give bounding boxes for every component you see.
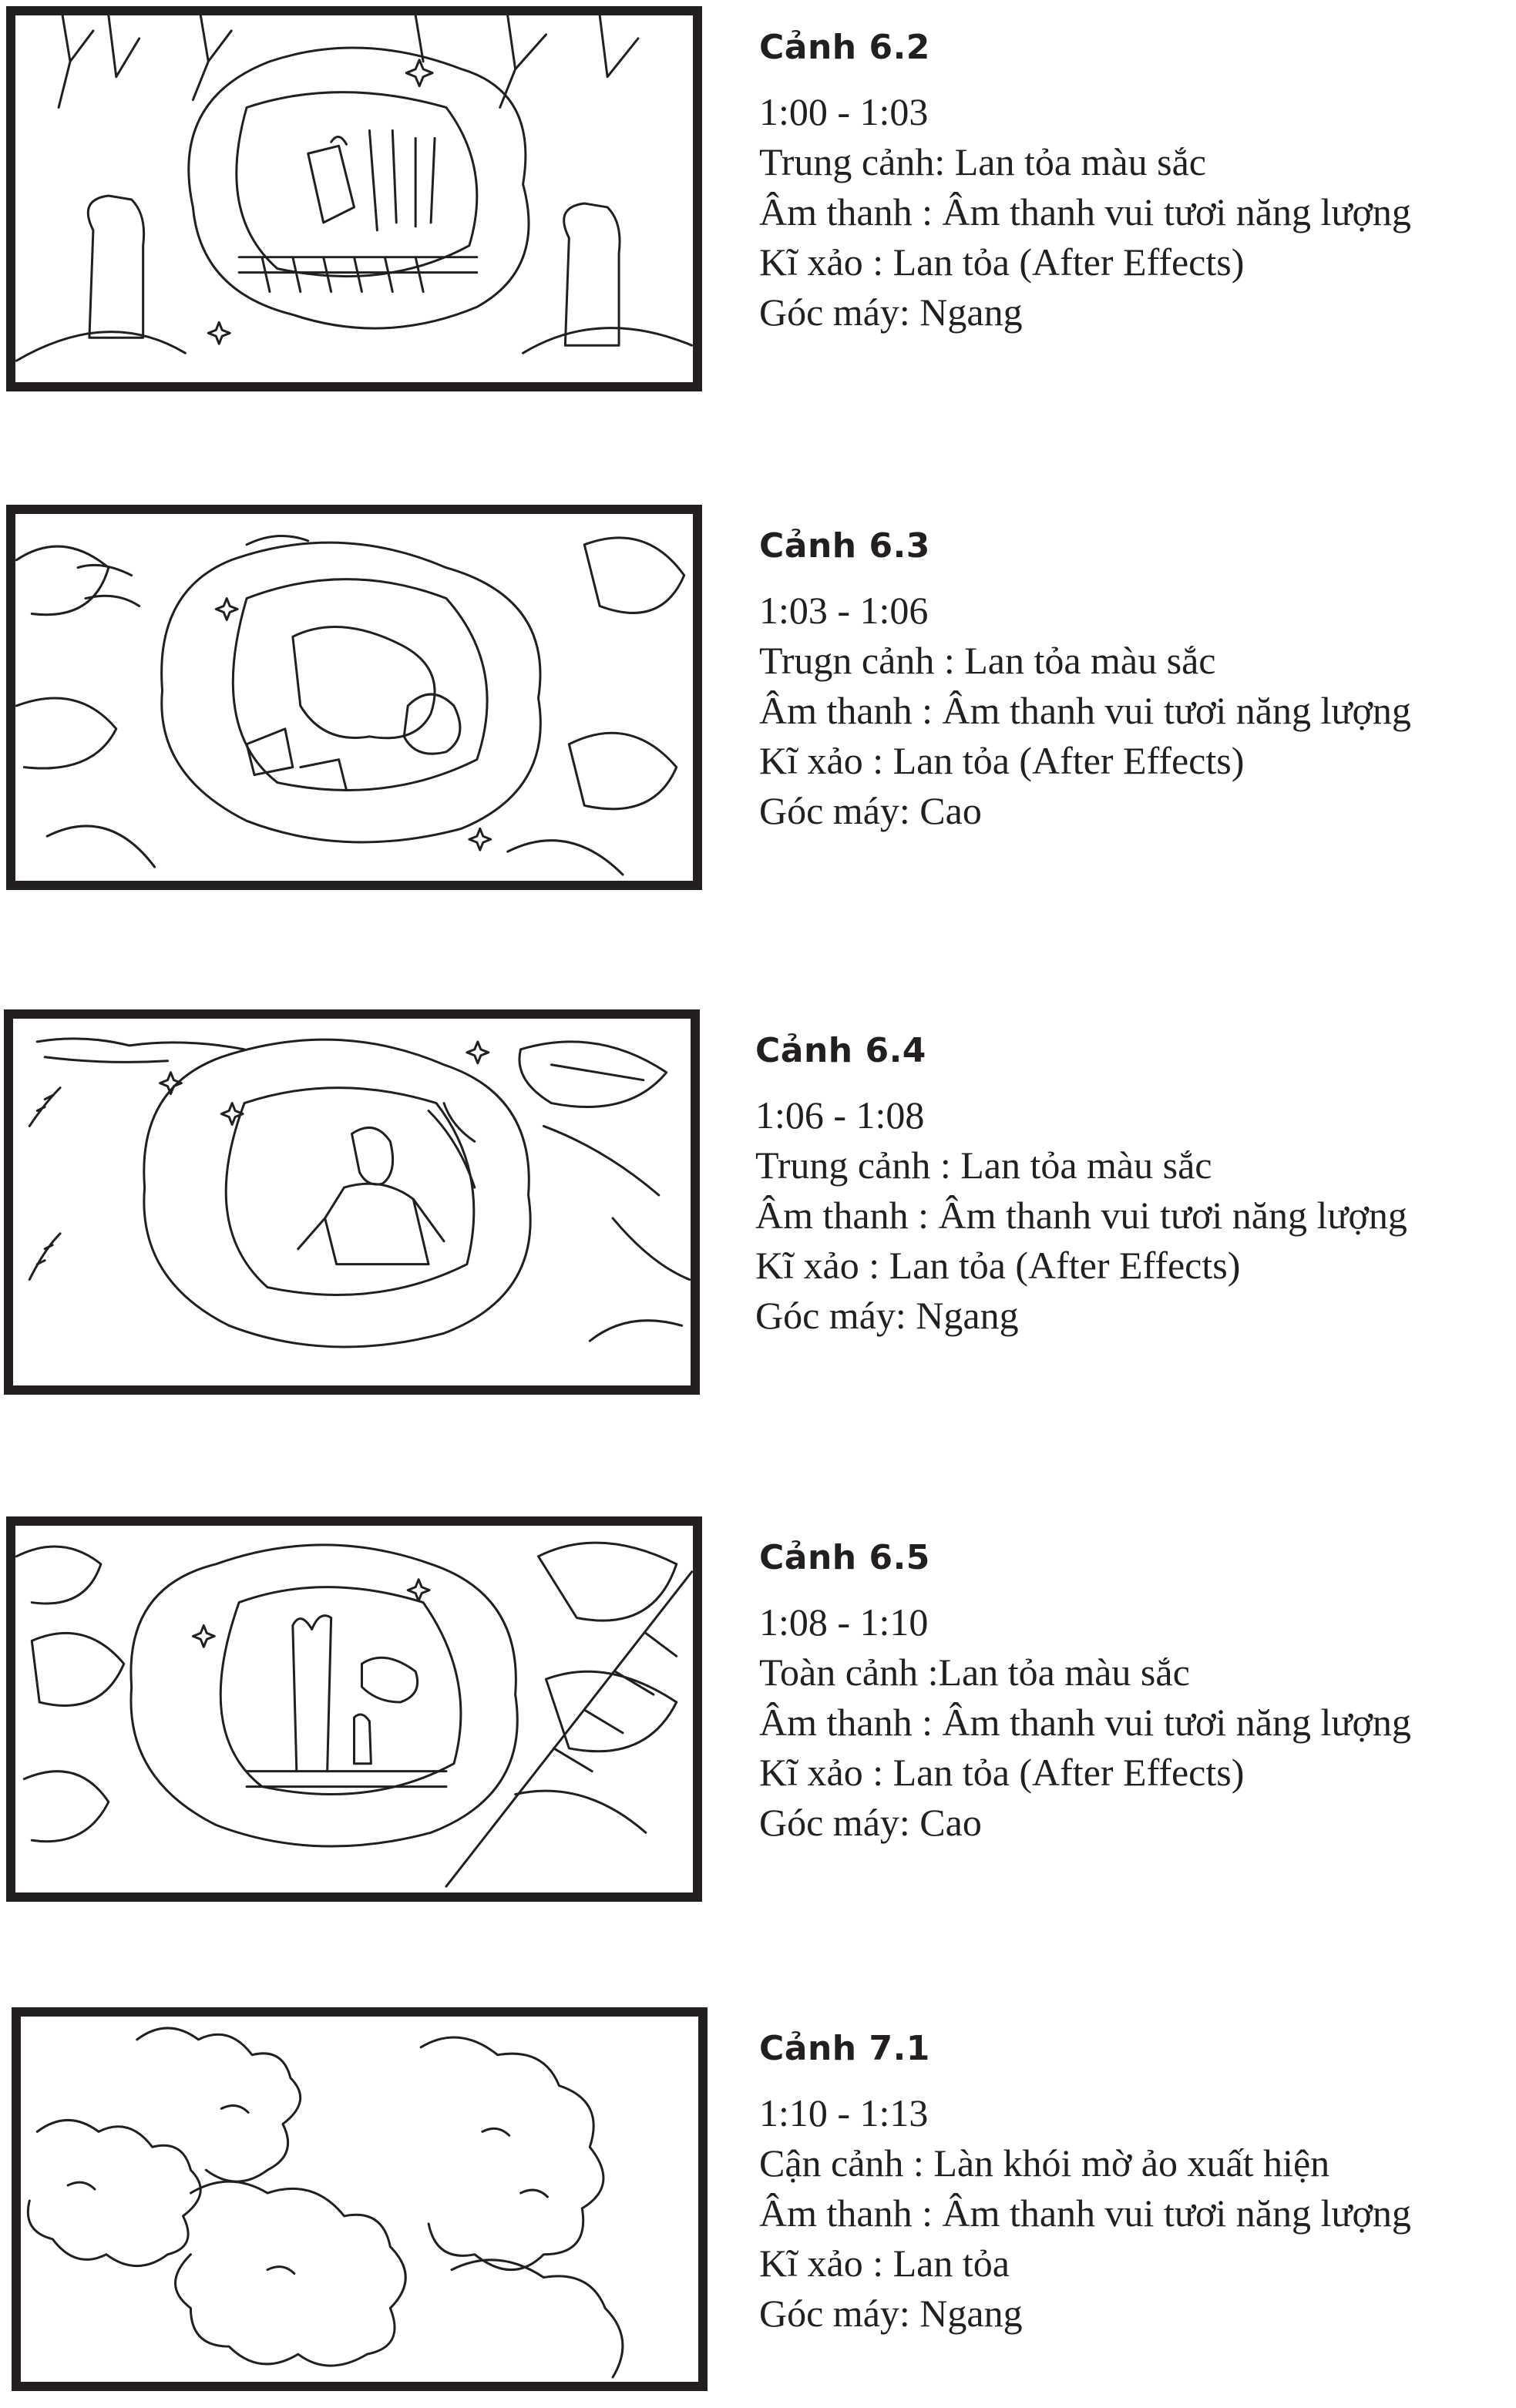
scene-angle: Góc máy: Ngang xyxy=(755,1294,1019,1337)
scene-time: 1:00 - 1:03 xyxy=(759,90,929,133)
scene-6-5 xyxy=(0,1516,1516,1917)
scene-shot: Cận cảnh : Làn khói mờ ảo xuất hiện xyxy=(759,2141,1330,2185)
scene-effect: Kĩ xảo : Lan tỏa xyxy=(759,2242,1010,2285)
scene-angle: Góc máy: Cao xyxy=(759,1801,982,1844)
scene-effect: Kĩ xảo : Lan tỏa (After Effects) xyxy=(755,1244,1241,1287)
storyboard-frame xyxy=(12,2007,708,2391)
scene-shot: Trugn cảnh : Lan tỏa màu sắc xyxy=(759,639,1216,682)
scene-info xyxy=(759,1538,1499,1848)
scene-6-2 xyxy=(0,6,1516,407)
scene-info xyxy=(759,28,1499,338)
scene-info xyxy=(755,1031,1495,1341)
scene-title: Cảnh 6.2 xyxy=(759,28,930,67)
scene-title: Cảnh 6.4 xyxy=(755,1031,926,1070)
scene-title: Cảnh 6.5 xyxy=(759,1538,930,1577)
scene-title: Cảnh 7.1 xyxy=(759,2029,930,2068)
sketch-waterfall-bridge xyxy=(15,15,693,382)
scene-effect: Kĩ xảo : Lan tỏa (After Effects) xyxy=(759,739,1245,782)
scene-sound: Âm thanh : Âm thanh vui tươi năng lượng xyxy=(759,1701,1411,1744)
scene-sound: Âm thanh : Âm thanh vui tươi năng lượng xyxy=(755,1194,1407,1237)
scene-sound: Âm thanh : Âm thanh vui tươi năng lượng xyxy=(759,190,1411,233)
scene-sound: Âm thanh : Âm thanh vui tươi năng lượng xyxy=(759,2191,1411,2235)
sketch-tree-trunk xyxy=(15,1526,693,1892)
scene-title: Cảnh 6.3 xyxy=(759,526,930,566)
scene-angle: Góc máy: Ngang xyxy=(759,2292,1023,2335)
storyboard-frame xyxy=(6,6,702,391)
scene-time: 1:08 - 1:10 xyxy=(759,1600,929,1644)
sketch-smoke-clouds xyxy=(21,2017,698,2382)
storyboard-frame xyxy=(4,1009,700,1395)
scene-shot: Trung cảnh : Lan tỏa màu sắc xyxy=(755,1144,1212,1187)
scene-6-4 xyxy=(0,1009,1516,1410)
scene-info xyxy=(759,526,1499,836)
scene-effect: Kĩ xảo : Lan tỏa (After Effects) xyxy=(759,240,1245,284)
scene-angle: Góc máy: Ngang xyxy=(759,291,1023,334)
sketch-girl-in-forest xyxy=(13,1019,691,1385)
scene-time: 1:06 - 1:08 xyxy=(755,1093,925,1137)
scene-shot: Trung cảnh: Lan tỏa màu sắc xyxy=(759,140,1206,183)
scene-info xyxy=(759,2029,1499,2339)
scene-angle: Góc máy: Cao xyxy=(759,789,982,832)
storyboard-frame xyxy=(6,1516,702,1902)
sketch-stone-path xyxy=(15,514,693,881)
scene-7-1 xyxy=(0,2007,1516,2408)
storyboard-frame xyxy=(6,505,702,890)
scene-time: 1:10 - 1:13 xyxy=(759,2091,929,2134)
scene-6-3 xyxy=(0,505,1516,905)
scene-effect: Kĩ xảo : Lan tỏa (After Effects) xyxy=(759,1751,1245,1794)
scene-sound: Âm thanh : Âm thanh vui tươi năng lượng xyxy=(759,689,1411,732)
scene-shot: Toàn cảnh :Lan tỏa màu sắc xyxy=(759,1651,1190,1694)
scene-time: 1:03 - 1:06 xyxy=(759,589,929,632)
